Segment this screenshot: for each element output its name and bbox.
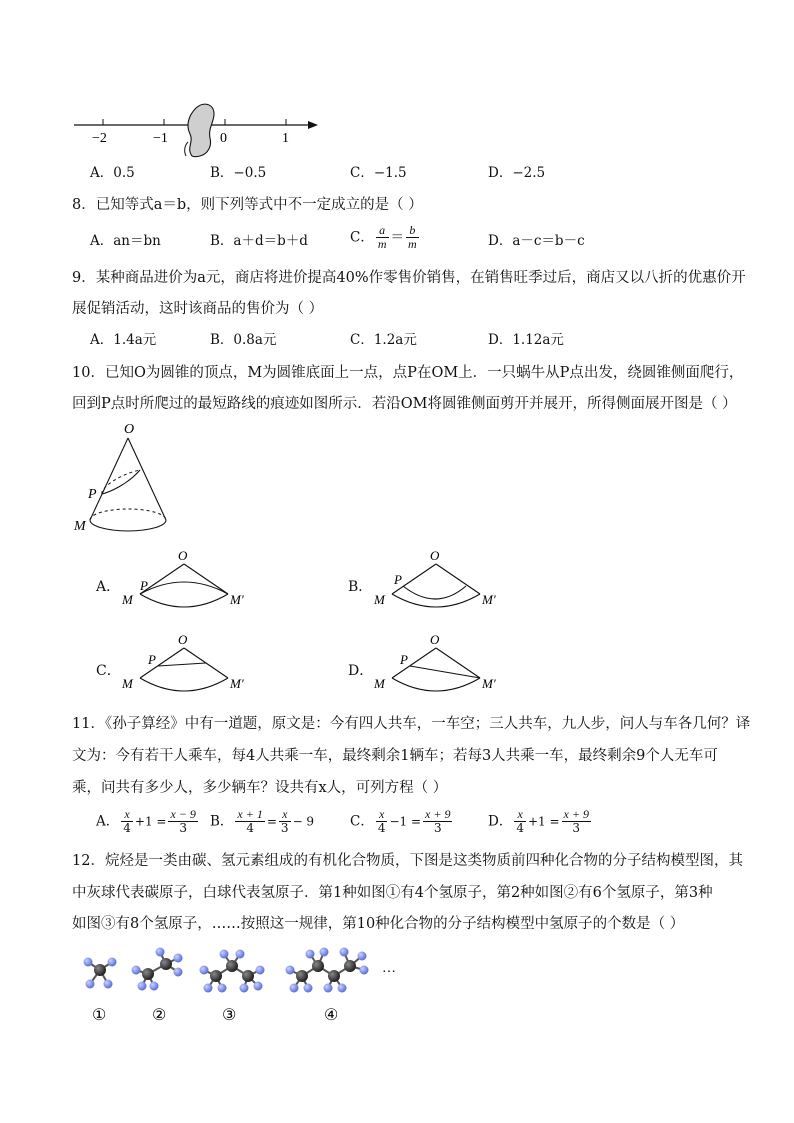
q10-option-d-sector[interactable] <box>370 630 510 696</box>
sector-d-label-m: M <box>374 676 385 691</box>
sector-b-label-m: M <box>374 592 385 607</box>
q7-option-c[interactable]: C．−1.5 <box>350 165 407 181</box>
fraction: $\frac{x + 9}{3}$ <box>563 807 589 835</box>
q11-stem-line2: 文为：今有若干人乘车，每4人共乘一车，最终剩余1辆车；若每3人共乘一车，最终剩余9个人无车可 <box>72 748 718 764</box>
sector-c-label-o: O <box>178 632 188 647</box>
fraction: $\frac{x}{4}$ <box>123 807 131 835</box>
number-line-figure <box>68 96 328 158</box>
fraction: $\frac{x - 9}{3}$ <box>170 807 196 835</box>
sector-a-label-m: M <box>122 592 133 607</box>
q8-option-b[interactable]: B．a＋d＝b＋d <box>210 233 308 249</box>
q10-option-b-sector[interactable] <box>370 546 510 612</box>
q10-option-a-sector[interactable] <box>118 546 258 612</box>
q9-stem-line2: 展促销活动，这时该商品的售价为（ ） <box>72 301 324 317</box>
sector-a-label-o: O <box>178 548 188 563</box>
q10-option-c-sector[interactable] <box>118 630 258 696</box>
q8-option-c[interactable]: C． $\frac{a}{m}$ ＝ $\frac{b}{m}$ <box>350 223 417 251</box>
sector-b-label-mprime: M′ <box>482 592 496 607</box>
sector-a-label-p: P <box>140 578 148 593</box>
sector-d-label-o: O <box>430 632 440 647</box>
q10-option-d-label[interactable]: D． <box>348 663 374 679</box>
q9-option-a[interactable]: A．1.4a元 <box>90 332 157 348</box>
q8-stem: 8．已知等式a＝b，则下列等式中不一定成立的是（ ） <box>72 197 423 213</box>
q9-option-c[interactable]: C．1.2a元 <box>350 332 417 348</box>
cone-label-o: O <box>124 422 135 437</box>
sector-d-label-mprime: M′ <box>482 676 496 691</box>
fraction: $\frac{x}{4}$ <box>516 807 524 835</box>
sector-b-label-o: O <box>430 548 440 563</box>
tick-label-0: 0 <box>220 131 227 146</box>
q7-option-a[interactable]: A．0.5 <box>90 165 135 181</box>
molecule-1-icon <box>84 958 117 989</box>
sector-c-label-m: M <box>122 676 133 691</box>
tick-label-neg1: −1 <box>153 131 168 146</box>
sector-a-label-mprime: M′ <box>230 592 244 607</box>
cone-label-p: P <box>88 487 97 502</box>
fraction: $\frac{x}{3}$ <box>280 807 289 835</box>
fraction-b-over-m: $\frac{b}{m}$ <box>408 223 417 251</box>
tick-label-1: 1 <box>282 131 289 146</box>
fraction: $\frac{x + 1}{4}$ <box>237 807 263 835</box>
q12-stem-line1: 12．烷烃是一类由碳、氢元素组成的有机化合物质，下图是这类物质前四种化合物的分子结构模型图，其 <box>72 853 743 869</box>
ink-blot-icon <box>188 104 214 157</box>
molecule-3-icon <box>200 950 265 993</box>
q8-option-c-label: C． <box>350 229 374 246</box>
molecule-label-4: ④ <box>324 1007 339 1024</box>
molecule-models-figure <box>72 940 412 1032</box>
q9-option-d[interactable]: D．1.12a元 <box>488 332 564 348</box>
fraction-a-over-m: $\frac{a}{m}$ <box>377 223 387 251</box>
q11-option-d[interactable]: D． $\frac{x}{4}$ +1 = $\frac{x + 9}{3}$ <box>488 807 589 835</box>
sector-b-label-p: P <box>394 572 402 587</box>
q10-stem-line2: 回到P点时所爬过的最短路线的痕迹如图所示．若沿OM将圆锥侧面剪开并展开，所得侧面展开图是（ ） <box>72 396 737 412</box>
cone-figure <box>70 418 190 540</box>
tick-label-neg2: −2 <box>92 131 107 146</box>
fraction: $\frac{x}{4}$ <box>377 807 386 835</box>
sector-c-label-p: P <box>148 652 156 667</box>
q9-stem-line1: 9．某种商品进价为a元，商店将进价提高40%作零售价销售，在销售旺季过后，商店又以八折的优惠价开 <box>72 270 746 286</box>
q11-option-c[interactable]: C． $\frac{x}{4}$ −1 = $\frac{x + 9}{3}$ <box>350 807 451 835</box>
molecule-label-2: ② <box>152 1007 167 1024</box>
sector-c-label-mprime: M′ <box>230 676 244 691</box>
sector-d-label-p: P <box>400 652 408 667</box>
q11-option-b[interactable]: B． $\frac{x + 1}{4}$ = $\frac{x}{3}$ − 9 <box>210 807 315 835</box>
q10-option-a-label[interactable]: A． <box>96 579 121 595</box>
molecules-ellipsis: … <box>382 961 396 976</box>
cone-label-m: M <box>74 519 86 534</box>
q8-option-a[interactable]: A．an＝bn <box>90 233 161 249</box>
molecule-4-icon <box>286 948 369 993</box>
q7-option-b[interactable]: B．−0.5 <box>210 165 267 181</box>
q11-stem-line1: 11．《孙子算经》中有一道题，原文是：今有四人共车，一车空；三人共车，九人步，问人与车各几何？译 <box>72 716 751 732</box>
q11-option-a[interactable]: A． $\frac{x}{4}$ +1 = $\frac{x - 9}{3}$ <box>96 807 196 835</box>
q12-stem-line3: 如图③有8个氢原子，……按照这一规律，第10种化合物的分子结构模型中氢原子的个数是（ ） <box>72 916 685 932</box>
molecule-label-3: ③ <box>222 1007 237 1024</box>
q10-option-c-label[interactable]: C． <box>96 663 121 679</box>
molecule-label-1: ① <box>92 1007 107 1024</box>
q9-option-b[interactable]: B．0.8a元 <box>210 332 277 348</box>
q11-stem-line3: 乘，问共有多少人，多少辆车？设共有x人，可列方程（ ） <box>72 780 448 796</box>
fraction: $\frac{x + 9}{3}$ <box>425 807 451 835</box>
q7-option-d[interactable]: D．−2.5 <box>488 165 546 181</box>
q12-stem-line2: 中灰球代表碳原子，白球代表氢原子．第1种如图①有4个氢原子，第2种如图②有6个氢原子，第3种 <box>72 885 713 901</box>
q8-option-d[interactable]: D．a－c＝b－c <box>488 233 585 249</box>
q10-stem-line1: 10．已知O为圆锥的顶点，M为圆锥底面上一点，点P在OM上．一只蜗牛从P点出发，绕圆锥侧面爬行， <box>72 365 744 381</box>
q10-option-b-label[interactable]: B． <box>348 579 373 595</box>
molecule-2-icon <box>132 948 183 991</box>
